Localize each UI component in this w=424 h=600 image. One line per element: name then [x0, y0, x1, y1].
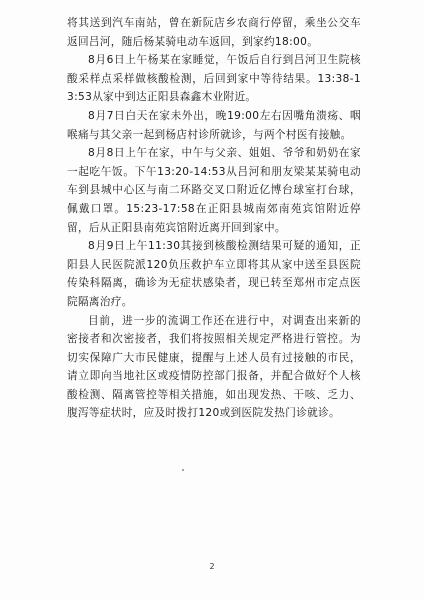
document-body	[67, 14, 361, 423]
paragraph-aug6: 8月6日上午杨某在家睡觉，午饭后自行到吕河卫生院核酸采样点采样做核酸检测，后回到家中等待结果。13:38-13:53从家中到达正阳县森鑫木业附近。	[67, 54, 361, 104]
paragraph-aug7: 8月7日白天在家未外出，晚19:00左右因嘴角溃疡、咽喉痛与其父亲一起到杨店村诊所就诊，与两个村医有接触。	[67, 109, 361, 141]
paragraph-notice: 目前，进一步的流调工作还在进行中，对调查出来新的密接者和次密接者，我们将按照相关规定严格进行管控。为切实保障广大市民健康，提醒与上述人员有过接触的市民，请立即向当地社区或疫情防控部门报备，并配合做好个人核酸检测、隔离管控等相关措施，如出现发热、干咳、乏力、腹泻等症状时，应及时拨打120或到医院发热门诊就诊。	[67, 314, 361, 420]
paragraph-continuation: 将其送到汽车南站，曾在新阮店乡农商行停留，乘坐公交车返回吕河，随后杨某骑电动车返回，到家约18:00。	[67, 17, 361, 48]
paragraph-aug9: 8月9日上午11:30其接到核酸检测结果可疑的通知，正阳县人民医院派120负压救护车立即将其从家中送至县医院传染科隔离，确诊为无症状感染者，现已转至郑州市定点医院隔离治疗。	[67, 240, 361, 308]
scan-speck	[182, 469, 184, 471]
page-number: 2	[209, 562, 215, 571]
paragraph-aug8: 8月8日上午在家，中午与父亲、姐姐、爷爷和奶奶在家一起吃午饭。下午13:20-14:53从吕河和朋友梁某某骑电动车到县城中心区与南二环路交叉口附近亿博台球室打台球，佩戴口罩。15:23-17:58在正阳县城南郊南苑宾馆附近停留，后从正阳县南苑宾馆附近离开回到家中。	[67, 147, 361, 234]
